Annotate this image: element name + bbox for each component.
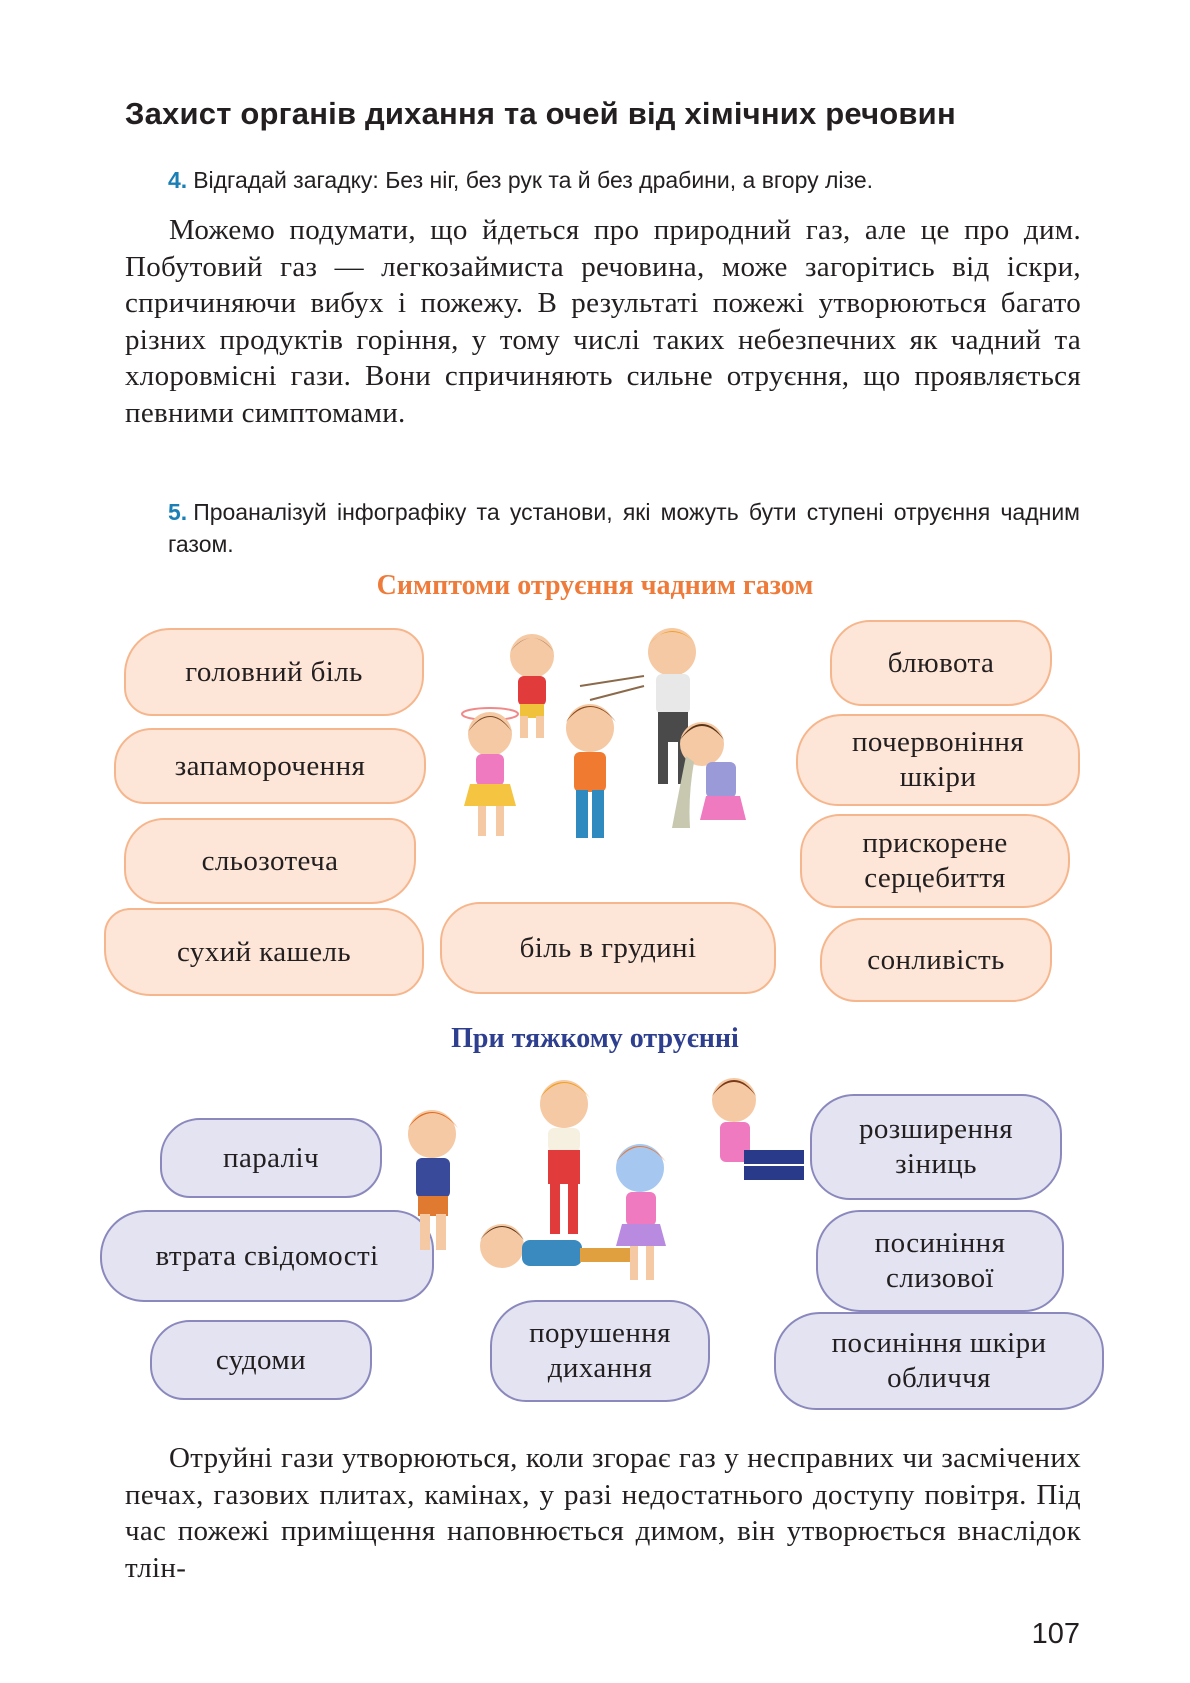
dizzy-child-icon	[462, 708, 518, 836]
chest-pain-child-icon	[566, 704, 616, 838]
blue-face-girl-icon	[616, 1144, 666, 1280]
severe-card: посиніння слизової	[816, 1210, 1064, 1312]
symptoms-title: Симптоми отруєння чадним газом	[376, 570, 814, 601]
symptom-card: блювота	[830, 620, 1052, 706]
lying-boy-icon	[480, 1224, 630, 1268]
task-4-text: Відгадай загадку: Без ніг, без рук та й без драбини, а вгору лізе.	[193, 167, 874, 193]
severe-card: порушення дихання	[490, 1300, 710, 1402]
task-5	[168, 496, 1080, 560]
page-title: Захист органів дихання та очей від хімічних речовин	[125, 96, 956, 131]
sitting-girl-icon	[712, 1078, 804, 1180]
paragraph-toxic-gases: Отруйні гази утворюються, коли згорає газ у несправних чи засмічених печах, газових плитах, камінах, у разі недостатнього доступу повітря. Під час пожежі приміщення наповнюється димом, він утворюється внаслідок тлін-	[125, 1442, 1081, 1584]
crying-child-icon	[510, 634, 554, 738]
severe-card: судоми	[150, 1320, 372, 1400]
task-4	[168, 164, 1088, 196]
vomiting-child-icon	[672, 722, 746, 828]
severe-title: При тяжкому отруєнні	[451, 1023, 739, 1054]
coughing-child-icon	[580, 628, 698, 784]
symptom-card: сухий кашель	[104, 908, 424, 996]
symptom-card: біль в грудині	[440, 902, 776, 994]
symptom-card: сонливість	[820, 918, 1052, 1002]
symptom-card: почервоніння шкіри	[796, 714, 1080, 806]
severe-card: параліч	[160, 1118, 382, 1198]
choking-girl-icon	[540, 1080, 590, 1234]
severe-card: посиніння шкіри обличчя	[774, 1312, 1104, 1410]
task-4-number: 4.	[168, 167, 188, 193]
page-number: 107	[1031, 1618, 1080, 1650]
symptom-card: сльозотеча	[124, 818, 416, 904]
symptom-card: головний біль	[124, 628, 424, 716]
severe-card: розширення зіниць	[810, 1094, 1062, 1200]
symptom-card: прискорене серцебиття	[800, 814, 1070, 908]
task-5-number: 5.	[168, 499, 188, 525]
severe-children-illustration	[390, 1070, 820, 1300]
children-illustration	[440, 616, 800, 902]
paragraph-smoke: Можемо подумати, що йдеться про природний газ, але це про дим. Побутовий газ — легкозаймиста речовина, може загорітись від іскри, спричиняючи вибух і пожежу. В результаті пожежі утворюються багато різних продуктів горіння, у тому числі таких небезпечних як чадний та хлоровмісні гази. Вони спричиняють сильне отруєння, що проявляється певними симптомами.	[125, 214, 1081, 429]
task-5-text: Проаналізуй інфографіку та установи, які можуть бути ступені отруєння чадним газом.	[168, 499, 1080, 557]
severe-card: втрата свідомості	[100, 1210, 434, 1302]
symptom-card: запаморочення	[114, 728, 426, 804]
